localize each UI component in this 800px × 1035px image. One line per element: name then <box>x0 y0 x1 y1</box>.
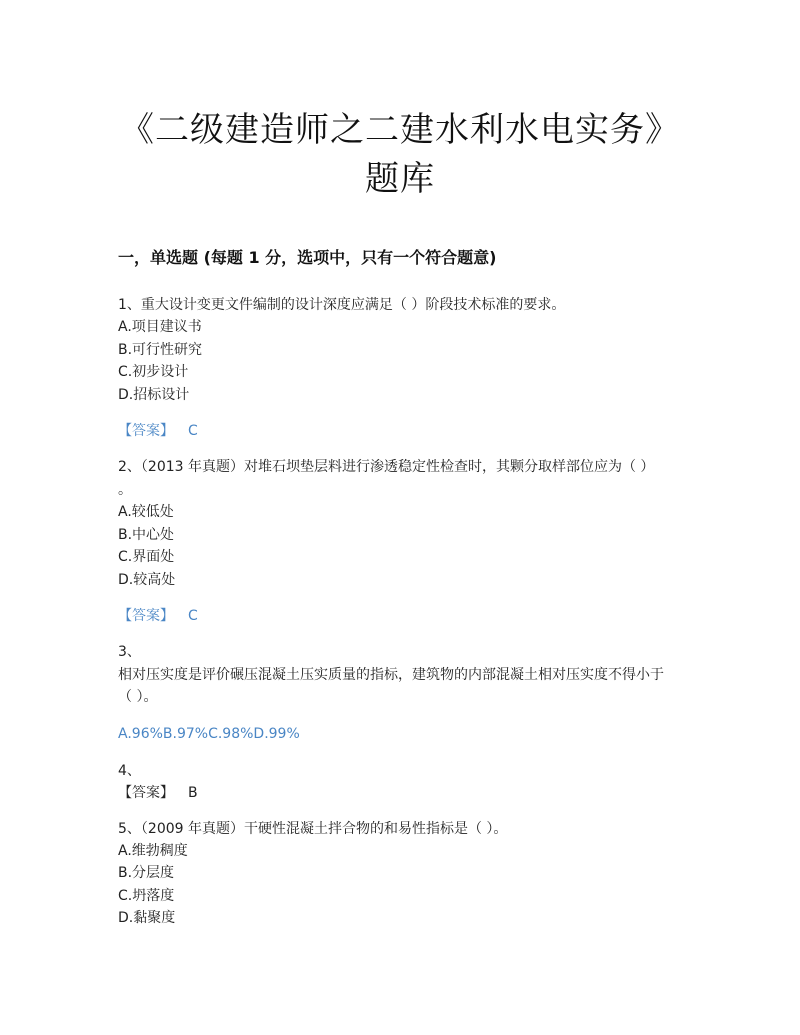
answer-label: 【答案】 <box>118 608 174 624</box>
question-5-option-c: C.坍落度 <box>118 888 175 904</box>
document-title: 《二级建造师之二建水利水电实务》 <box>120 110 680 150</box>
question-5-option-a: A.维勃稠度 <box>118 843 188 859</box>
question-2-answer <box>118 605 198 627</box>
section-heading: 一，单选题 (每题 1 分，选项中，只有一个符合题意) <box>118 248 497 267</box>
question-1-answer <box>118 420 198 442</box>
question-1-option-c: C.初步设计 <box>118 364 189 380</box>
question-3-stem: 相对压实度是评价碾压混凝土压实质量的指标，建筑物的内部混凝土相对压实度不得小于 <box>118 667 664 683</box>
question-2-option-d: D.较高处 <box>118 572 176 588</box>
question-3-number: 3、 <box>118 644 141 660</box>
question-4-answer <box>118 782 198 804</box>
answer-label: 【答案】 <box>118 785 174 801</box>
question-1-option-d: D.招标设计 <box>118 387 190 403</box>
question-2-stem-continued: 。 <box>118 482 132 498</box>
question-4-number: 4、 <box>118 763 141 779</box>
question-5-option-b: B.分层度 <box>118 865 175 881</box>
question-3-options: A.96%B.97%C.98%D.99% <box>118 726 300 742</box>
answer-value: B <box>188 785 198 801</box>
question-1-option-b: B.可行性研究 <box>118 342 203 358</box>
answer-value: C <box>188 423 198 439</box>
question-5-option-d: D.黏聚度 <box>118 910 176 926</box>
answer-value: C <box>188 608 198 624</box>
question-2-option-b: B.中心处 <box>118 527 175 543</box>
document-subtitle: 题库 <box>365 159 435 199</box>
question-1-stem: 1、重大设计变更文件编制的设计深度应满足（ ）阶段技术标准的要求。 <box>118 297 566 313</box>
question-2-stem: 2、（2013 年真题）对堆石坝垫层料进行渗透稳定性检查时，其颗分取样部位应为（ ） <box>118 459 655 475</box>
question-5-stem: 5、（2009 年真题）干硬性混凝土拌合物的和易性指标是（ ）。 <box>118 821 508 837</box>
question-2-option-c: C.界面处 <box>118 549 175 565</box>
question-2-option-a: A.较低处 <box>118 504 174 520</box>
answer-label: 【答案】 <box>118 423 174 439</box>
question-3-stem-continued: （ ）。 <box>118 689 158 705</box>
question-1-option-a: A.项目建议书 <box>118 319 202 335</box>
